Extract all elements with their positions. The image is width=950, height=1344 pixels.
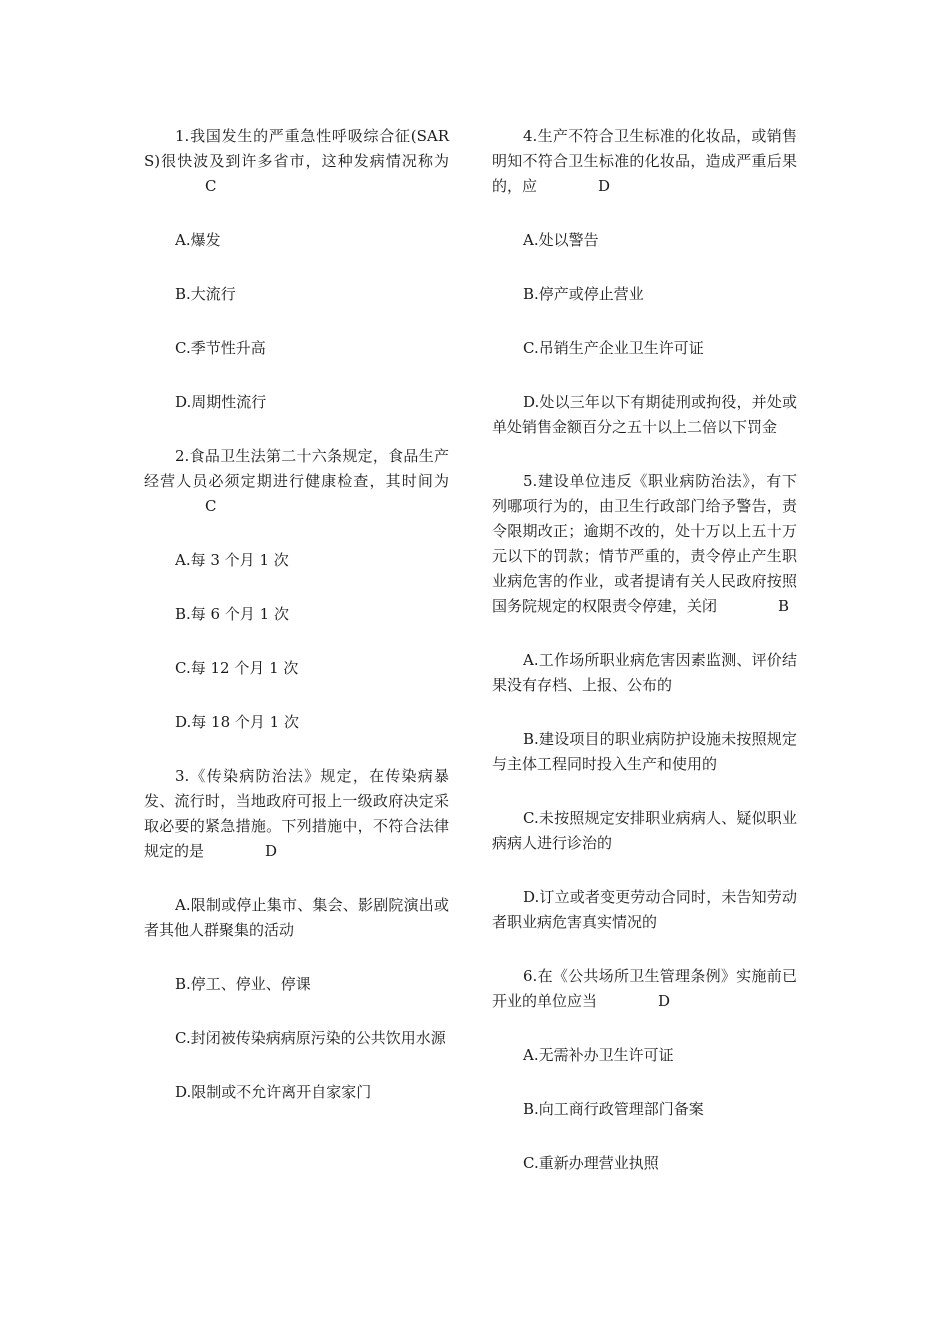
answer-key: D [598,177,611,195]
option: C.每 12 个月 1 次 [175,659,299,677]
question-text: 3.《传染病防治法》规定，在传染病暴发、流行时，当地政府可报上一级政府决定采取必要的紧急措施。下列措施中，不符合法律规定的是 [144,767,449,860]
question-4 [492,124,797,199]
option: D.周期性流行 [175,393,267,411]
question-text: 1.我国发生的严重急性呼吸综合征(SARS)很快波及到许多省市，这种发病情况称为 [144,127,449,170]
question-text: 2.食品卫生法第二十六条规定，食品生产经营人员必须定期进行健康检查，其时间为 [144,447,449,490]
answer-key: B [778,597,790,615]
question-1 [144,124,449,199]
option: B.停产或停止营业 [523,285,644,303]
option: A.工作场所职业病危害因素监测、评价结果没有存档、上报、公布的 [492,651,797,694]
answer-key: C [205,177,217,195]
option: B.停工、停业、停课 [175,975,311,993]
option: A.无需补办卫生许可证 [523,1046,674,1064]
question-text: 4.生产不符合卫生标准的化妆品，或销售明知不符合卫生标准的化妆品，造成严重后果的，应 [492,127,797,195]
right-column [492,124,797,1205]
question-text: 6.在《公共场所卫生管理条例》实施前已开业的单位应当 [492,967,797,1010]
option: C.封闭被传染病病原污染的公共饮用水源 [175,1029,446,1047]
question-text: 5.建设单位违反《职业病防治法》，有下列哪项行为的，由卫生行政部门给予警告，责令限期改正；逾期不改的，处十万以上五十万元以下的罚款；情节严重的，责令停止产生职业病危害的作业，或者提请有关人民政府按照国务院规定的权限责令停建，关闭 [492,472,797,615]
option: C.季节性升高 [175,339,266,357]
option: A.每 3 个月 1 次 [175,551,289,569]
option: A.限制或停止集市、集会、影剧院演出或者其他人群聚集的活动 [144,896,449,939]
question-6 [492,964,797,1014]
option: D.订立或者变更劳动合同时，未告知劳动者职业病危害真实情况的 [492,888,797,931]
option: D.限制或不允许离开自家家门 [175,1083,372,1101]
option: B.每 6 个月 1 次 [175,605,289,623]
option: C.吊销生产企业卫生许可证 [523,339,704,357]
option: A.处以警告 [523,231,599,249]
answer-key: D [658,992,671,1010]
answer-key: D [265,842,278,860]
question-5 [492,469,797,619]
question-2 [144,444,449,519]
option: B.向工商行政管理部门备案 [523,1100,704,1118]
option: D.每 18 个月 1 次 [175,713,299,731]
option: B.大流行 [175,285,236,303]
question-3 [144,764,449,864]
answer-key: C [205,497,217,515]
option: C.重新办理营业执照 [523,1154,659,1172]
option: A.爆发 [175,231,221,249]
option: D.处以三年以下有期徒刑或拘役，并处或单处销售金额百分之五十以上二倍以下罚金 [492,393,797,436]
option: C.未按照规定安排职业病病人、疑似职业病病人进行诊治的 [492,809,797,852]
left-column [144,124,449,1134]
option: B.建设项目的职业病防护设施未按照规定与主体工程同时投入生产和使用的 [492,730,797,773]
